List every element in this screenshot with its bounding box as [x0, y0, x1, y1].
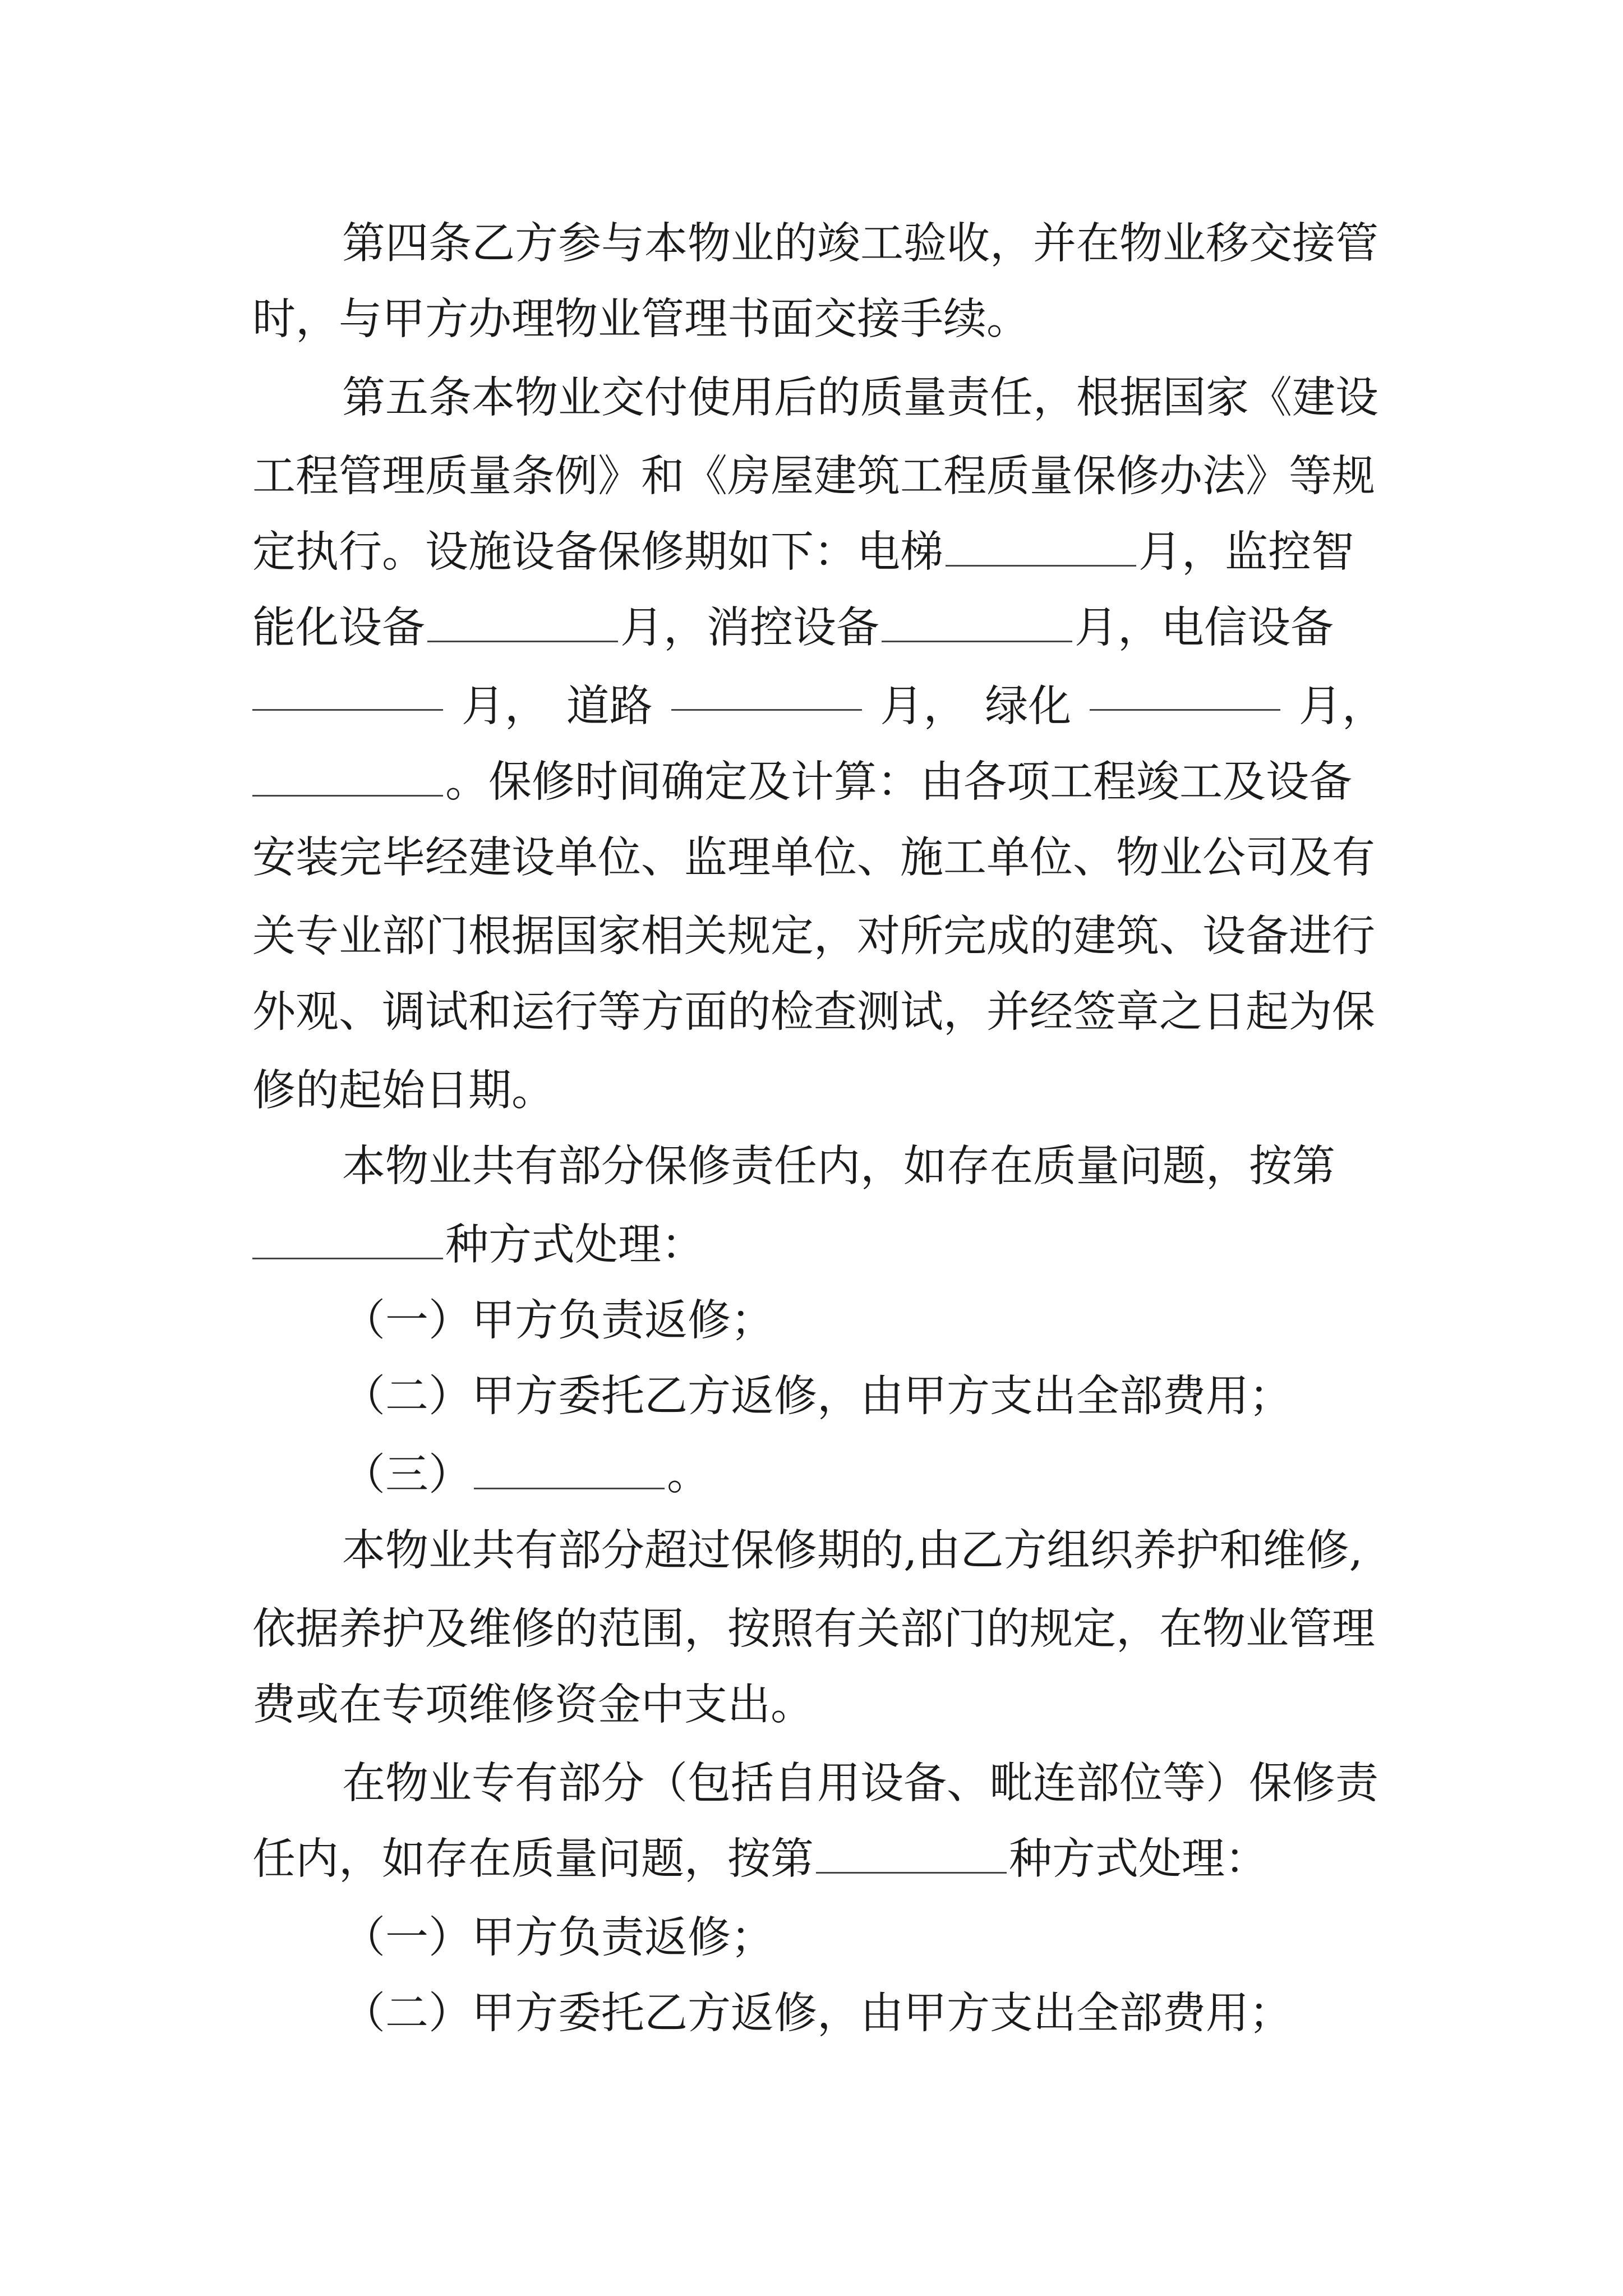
text-span: （三）: [342, 1450, 472, 1500]
text-span: 安装完毕经建设单位、监理单位、施工单位、物业公司及有: [252, 833, 1375, 883]
maintenance-line-2: [252, 1590, 1385, 1669]
article-5-line-10: [252, 1052, 1385, 1130]
text-span: 月，监控智: [1138, 527, 1354, 577]
private-warranty-line-1: [342, 1745, 1385, 1823]
text-span: 外观、调试和运行等方面的检查测试，并经签章之日起为保: [252, 987, 1375, 1037]
text-span: 能化设备: [252, 603, 425, 653]
text-span: 月，: [461, 682, 548, 731]
blank-road-months[interactable]: [671, 668, 862, 711]
text-span: 本物业共有部分保修责任内，如存在质量问题，按第: [342, 1142, 1335, 1191]
article-5-line-8: [252, 898, 1385, 976]
text-span: 任内，如存在质量问题，按第: [252, 1834, 814, 1884]
article-5-line-4: [252, 589, 1385, 668]
article-5-line-7: [252, 819, 1385, 898]
article-4-line-2: [252, 280, 1385, 359]
text-span: 在物业专有部分（包括自用设备、毗连部位等）保修责: [342, 1759, 1378, 1809]
text-span: 。保修时间确定及计算：由各项工程竣工及设备: [445, 757, 1352, 807]
text-span: 依据养护及维修的范围，按照有关部门的规定，在物业管理: [252, 1604, 1375, 1654]
text-span: 定执行。设施设备保修期如下：电梯: [252, 527, 943, 577]
shared-option-1: [342, 1282, 1385, 1360]
text-span: 工程管理质量条例》和《房屋建筑工程质量保修办法》等规: [252, 452, 1375, 501]
text-span: 第四条乙方参与本物业的竣工验收，并在物业移交接管: [342, 219, 1378, 269]
private-option-2: [342, 1975, 1385, 2053]
article-5-line-1: [342, 359, 1385, 438]
text-span: 关专业部门根据国家相关规定，对所完成的建筑、设备进行: [252, 912, 1375, 961]
blank-telecom-months[interactable]: [252, 668, 443, 711]
shared-option-2: [342, 1358, 1385, 1436]
article-4-line-1: [342, 205, 1385, 283]
text-span: 月，: [880, 682, 967, 731]
text-span: 月，: [1298, 682, 1385, 731]
text-span: （二）甲方委托乙方返修，由甲方支出全部费用；: [342, 1989, 1292, 2039]
shared-warranty-line-1: [342, 1128, 1385, 1206]
maintenance-line-3: [252, 1666, 1385, 1745]
blank-shared-option-3[interactable]: [474, 1446, 665, 1489]
private-warranty-line-2: [252, 1820, 1385, 1899]
blank-shared-method[interactable]: [252, 1216, 443, 1259]
text-span: （一）甲方负责返修；: [342, 1296, 774, 1346]
article-5-line-3: [252, 513, 1385, 592]
maintenance-line-1: [342, 1512, 1385, 1590]
text-span: 费或在专项维修资金中支出。: [252, 1680, 814, 1730]
text-span: 月，电信设备: [1075, 603, 1334, 653]
private-option-1: [342, 1899, 1385, 1977]
text-span: 种方式处理：: [445, 1220, 704, 1270]
article-5-line-5: [252, 668, 1385, 746]
article-5-line-6: [252, 743, 1385, 822]
shared-option-3: [342, 1436, 1385, 1515]
text-span: 修的起始日期。: [252, 1066, 555, 1116]
blank-elevator-months[interactable]: [946, 523, 1136, 567]
text-span: 月，消控设备: [620, 603, 879, 653]
blank-other-item[interactable]: [252, 753, 443, 797]
text-span: 种方式处理：: [1009, 1834, 1268, 1884]
shared-warranty-line-2: [252, 1206, 1385, 1285]
text-span: 时，与甲方办理物业管理书面交接手续。: [252, 295, 1030, 344]
text-span: （一）甲方负责返修；: [342, 1913, 774, 1963]
text-span: 道路: [566, 682, 653, 731]
text-span: （二）甲方委托乙方返修，由甲方支出全部费用；: [342, 1372, 1292, 1421]
blank-private-method[interactable]: [816, 1830, 1007, 1874]
text-span: 本物业共有部分超过保修期的,由乙方组织养护和维修,: [342, 1526, 1363, 1576]
blank-fire-control-months[interactable]: [882, 599, 1072, 642]
text-span: 绿化: [985, 682, 1072, 731]
blank-smart-device-months[interactable]: [427, 599, 618, 642]
text-span: 第五条本物业交付使用后的质量责任，根据国家《建设: [342, 373, 1378, 423]
text-span: 。: [667, 1450, 710, 1500]
blank-greening-months[interactable]: [1090, 668, 1280, 711]
article-5-line-2: [252, 438, 1385, 516]
article-5-line-9: [252, 973, 1385, 1052]
